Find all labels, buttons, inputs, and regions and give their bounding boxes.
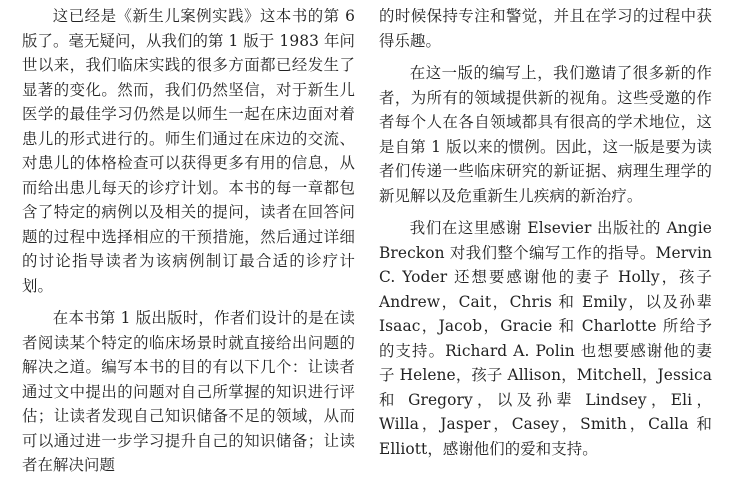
paragraph-new-authors: 在这一版的编写上，我们邀请了很多新的作者，为所有的领域提供新的视角。这些受邀的作者每个人在各自领域都具有很高的学术地位，这是自第 1 版以来的惯例。因此，这一版是要为读者们传递一些临床研究的新证据、病理生理学的新见解以及危重新生儿疾病的新治疗。 (379, 64, 712, 205)
right-column (379, 4, 712, 461)
paragraph-edition-intro: 这已经是《新生儿案例实践》这本书的第 6 版了。毫无疑问，从我们的第 1 版于 1983 年问世以来，我们临床实践的很多方面都已经发生了显著的变化。然而，我们仍然坚信，对于新生儿医学的最佳学习仍然是以师生一起在床边面对着患儿的形式进行的。师生们通过在床边的交流、对患儿的体格检查可以获得更多有用的信息，从而给出患儿每天的诊疗计划。本书的每一章都包含了特定的病例以及相关的提问，读者在回答问题的过程中选择相应的干预措施，然后通过详细的讨论指导读者为该病例制订最合适的诊疗计划。 (22, 7, 355, 295)
paragraph-continuation: 的时候保持专注和警觉，并且在学习的过程中获得乐趣。 (379, 7, 712, 50)
paragraph-acknowledgements: 我们在这里感谢 Elsevier 出版社的 Angie Breckon 对我们整个编写工作的指导。Mervin C. Yoder 还想要感谢他的妻子 Holly，孩子 Andrew，Cait，Chris 和 Emily，以及孙辈 Isaac，Jacob，Gracie 和 Charlotte 所给予的支持。Richard A. Polin 也想要感谢他的妻子 Helene，孩子 Allison，Mitchell，Jessica 和 Gregory，以及孙辈 Lindsey，Eli，Willa，Jasper，Casey，Smith，Calla 和 Elliott，感谢他们的爱和支持。 (379, 219, 712, 458)
left-column (22, 4, 355, 478)
paragraph-first-edition-purpose: 在本书第 1 版出版时，作者们设计的是在读者阅读某个特定的临床场景时就直接给出问题的解决之道。编写本书的目的有以下几个：让读者通过文中提出的问题对自己所掌握的知识进行评估；让读者发现自己知识储备不足的领域，从而可以通过进一步学习提升自己的知识储备；让读者在解决问题 (22, 309, 355, 474)
